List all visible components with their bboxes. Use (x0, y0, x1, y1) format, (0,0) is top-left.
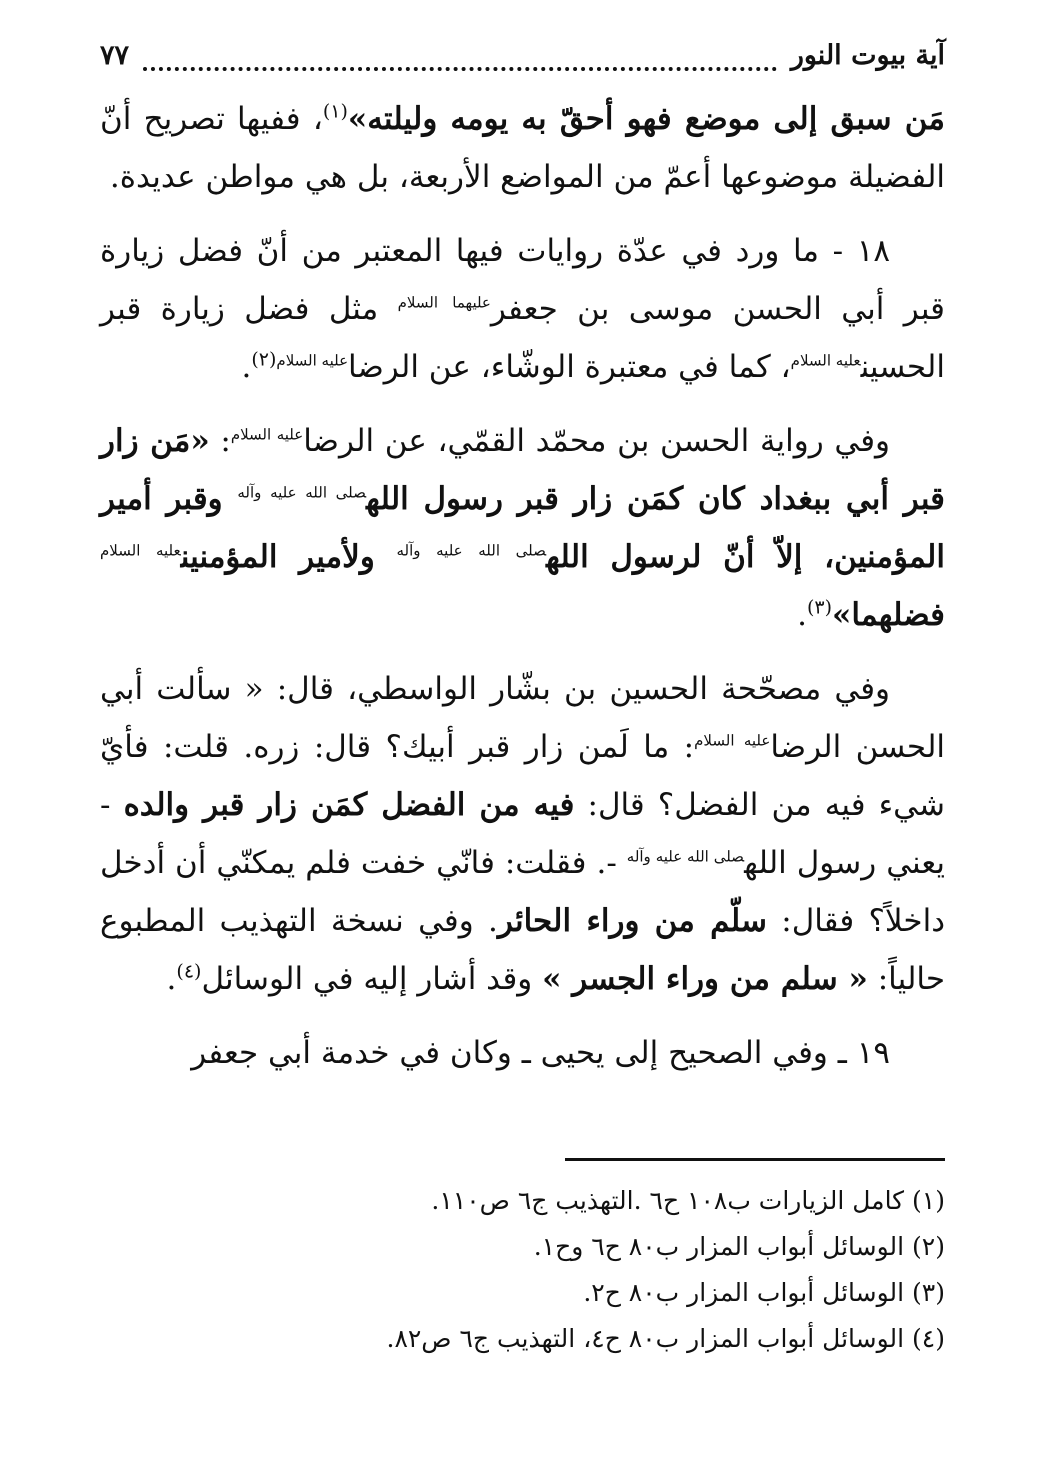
honorific-1: عليهما السلام (397, 293, 491, 312)
paragraph-2-text-d: . (241, 349, 252, 385)
quote-bold-2: وقبر أمير المؤمنين، إلاّ أنّ لرسول الله (100, 481, 945, 575)
quote-bold-7: « سلم من وراء الجسر » (542, 961, 868, 997)
honorific-9: صلى الله عليه وآله (626, 847, 745, 866)
paragraph-4-text-c: - يعني رسول الله (100, 787, 945, 881)
paragraph-4-text-d: -. فقلت: فانّي خفت فلم يمكنّي أن أدخل داخلاً؟ فقال: (100, 845, 945, 939)
paragraph-2 (100, 222, 945, 396)
honorific-5: صلى الله عليه وآله (237, 483, 367, 502)
footnote-ref-3: (٣) (806, 596, 832, 619)
paragraph-3-text-a: وفي رواية الحسن بن محمّد القمّي، عن الرضا (303, 423, 891, 459)
honorific-3: عليه السلام (276, 351, 349, 370)
honorific-8: عليه السلام (694, 731, 771, 750)
footnotes (100, 1178, 945, 1362)
quote-bold-4: فضلهما» (832, 597, 945, 633)
paragraph-4 (100, 660, 945, 1008)
paragraph-4-text-f: وقد أشار إليه في الوسائل (201, 961, 543, 997)
paragraph-3-text-b: : (209, 423, 231, 459)
body-text (100, 90, 945, 1082)
honorific-7: عليه السلام (100, 541, 181, 560)
footnote-ref-4: (٤) (176, 960, 202, 983)
footnote-3: (٣) الوسائل أبواب المزار ب٨٠ ح٢. (583, 1278, 945, 1307)
footnote-1: (١) كامل الزيارات ب١٠٨ ح٦ .التهذيب ج٦ ص١١٠. (431, 1186, 945, 1215)
quote-bold-6: سلّم من وراء الحائر (497, 903, 767, 939)
paragraph-1-text: ، ففيها تصريح أنّ الفضيلة موضوعها أعمّ من المواضع الأربعة، بل هي مواطن عديدة. (100, 101, 945, 195)
footnote-4: (٤) الوسائل أبواب المزار ب٨٠ ح٤، التهذيب ج٦ ص٨٢. (386, 1324, 945, 1353)
paragraph-2-text-b: مثل فضل زيارة قبر الحسين (100, 291, 945, 385)
footnote-2: (٢) الوسائل أبواب المزار ب٨٠ ح٦ وح١. (533, 1232, 945, 1261)
leader-dots (143, 53, 777, 71)
paragraph-3-text-c: . (797, 597, 807, 633)
footnote-ref-2: (٢) (251, 348, 277, 371)
quote-bold: مَن سبق إلى موضع فهو أحقّ به يومه وليلته» (347, 101, 945, 137)
paragraph-5 (100, 1024, 945, 1082)
honorific-6: صلى الله عليه وآله (396, 541, 547, 560)
quote-bold-3: ولأمير المؤمنين (180, 539, 397, 575)
paragraph-2-text-c: ، كما في معتبرة الوشّاء، عن الرضا (348, 349, 791, 385)
paragraph-3 (100, 412, 945, 644)
quote-bold-5: فيه من الفضل كمَن زار قبر والده (123, 787, 575, 823)
paragraph-4-text-b: : ما لَمن زار قبر أبيك؟ قال: زره. قلت: فأيّ شيء فيه من الفضل؟ قال: (100, 729, 945, 823)
paragraph-4-text-e: . وفي نسخة التهذيب المطبوع حالياً: (100, 903, 945, 997)
running-head (100, 40, 945, 84)
honorific-4: عليه السلام (230, 425, 304, 444)
footnote-divider (565, 1158, 945, 1161)
paragraph-1 (100, 90, 945, 206)
footnote-ref-1: (١) (322, 100, 348, 123)
page-number: ٧٧ (100, 40, 130, 71)
paragraph-4-text-g: . (166, 961, 177, 997)
running-head-title: آية بيوت النور (790, 40, 945, 71)
honorific-2: عليه السلام (790, 351, 861, 370)
paragraph-5-text: ١٩ ـ وفي الصحيح إلى يحيى ـ وكان في خدمة أبي جعفر (191, 1035, 890, 1071)
paragraph-2-text-a: ١٨ - ما ورد في عدّة روايات فيها المعتبر من أنّ فضل زيارة قبر أبي الحسن موسى بن جعفر (100, 233, 945, 327)
paragraph-4-text-a: وفي مصحّحة الحسين بن بشّار الواسطي، قال: « سألت أبي الحسن الرضا (100, 671, 945, 765)
book-page (100, 40, 945, 1440)
quote-bold-1: «مَن زار قبر أبي ببغداد كان كمَن زار قبر رسول الله (100, 423, 945, 517)
